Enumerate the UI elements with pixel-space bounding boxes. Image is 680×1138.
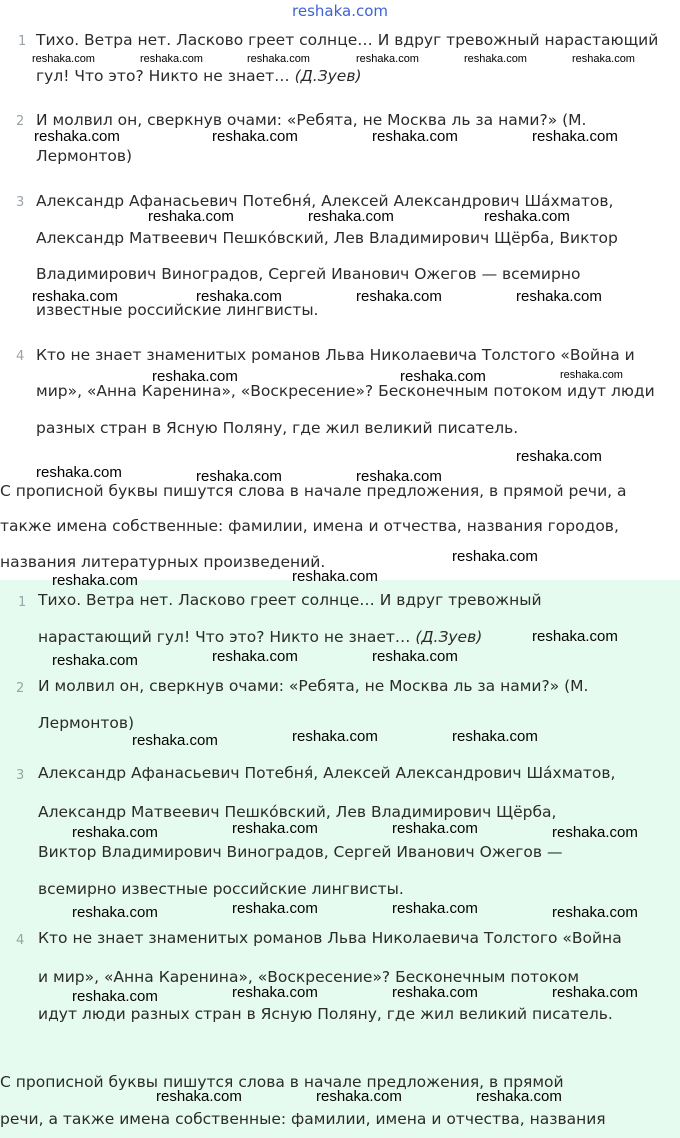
- item-line: Кто не знает знаменитых романов Льва Николаевича Толстого «Война: [38, 929, 622, 947]
- watermark: reshaka.com: [52, 652, 138, 669]
- item-line: Тихо. Ветра нет. Ласково греет солнце… И вдруг тревожный: [38, 591, 542, 609]
- watermark: reshaka.com: [392, 900, 478, 917]
- watermark: reshaka.com: [232, 984, 318, 1001]
- watermark: reshaka.com: [392, 820, 478, 837]
- watermark: reshaka.com: [572, 53, 635, 65]
- watermark: reshaka.com: [232, 900, 318, 917]
- watermark: reshaka.com: [552, 984, 638, 1001]
- watermark: reshaka.com: [392, 984, 478, 1001]
- item-number: 4: [16, 349, 25, 364]
- watermark: reshaka.com: [372, 648, 458, 665]
- watermark: reshaka.com: [316, 1088, 402, 1105]
- item-line: Тихо. Ветра нет. Ласково греет солнце… И вдруг тревожный нарастающий: [36, 31, 659, 49]
- item-number: 4: [16, 933, 25, 948]
- item-line: Александр Афанасьевич Потебня́, Алексей Александрович Ша́хматов,: [38, 764, 616, 782]
- watermark: reshaka.com: [308, 208, 394, 225]
- item-line: Александр Афанасьевич Потебня́, Алексей Александрович Ша́хматов,: [36, 192, 614, 210]
- item-line: разных стран в Ясную Поляну, где жил великий писатель.: [36, 419, 519, 437]
- watermark: reshaka.com: [212, 648, 298, 665]
- watermark: reshaka.com: [484, 208, 570, 225]
- watermark: reshaka.com: [516, 288, 602, 305]
- item-number: 3: [16, 195, 25, 210]
- watermark: reshaka.com: [140, 53, 203, 65]
- explanation-line: также имена собственные: фамилии, имена и отчества, названия городов,: [0, 517, 619, 535]
- watermark: reshaka.com: [464, 53, 527, 65]
- item-number: 2: [16, 681, 25, 696]
- watermark: reshaka.com: [32, 288, 118, 305]
- item-line: Кто не знает знаменитых романов Льва Николаевича Толстого «Война и: [36, 346, 635, 364]
- item-line: и мир», «Анна Каренина», «Воскресение»? Бесконечным потоком: [38, 968, 580, 986]
- watermark: reshaka.com: [356, 288, 442, 305]
- watermark: reshaka.com: [560, 369, 623, 381]
- item-line: Лермонтов): [38, 714, 135, 732]
- watermark: reshaka.com: [516, 448, 602, 465]
- watermark: reshaka.com: [152, 368, 238, 385]
- item-line: всемирно известные российские лингвисты.: [38, 880, 404, 898]
- watermark: reshaka.com: [72, 904, 158, 921]
- explanation-line: названия литературных произведений.: [0, 553, 326, 571]
- watermark: reshaka.com: [196, 468, 282, 485]
- watermark: reshaka.com: [532, 128, 618, 145]
- item-line: И молвил он, сверкнув очами: «Ребята, не Москва ль за нами?» (М.: [38, 677, 589, 695]
- watermark: reshaka.com: [356, 53, 419, 65]
- author-name: (Д.Зуев): [294, 67, 362, 85]
- explanation-line: С прописной буквы пишутся слова в начале предложения, в прямой речи, а: [0, 482, 627, 500]
- item-number: 1: [18, 34, 27, 49]
- watermark: reshaka.com: [552, 824, 638, 841]
- watermark: reshaka.com: [196, 288, 282, 305]
- item-line: идут люди разных стран в Ясную Поляну, где жил великий писатель.: [38, 1005, 613, 1023]
- watermark: reshaka.com: [34, 128, 120, 145]
- item-number: 1: [18, 595, 27, 610]
- item-text: нарастающий гул! Что это? Никто не знает…: [38, 628, 411, 646]
- watermark: reshaka.com: [36, 464, 122, 481]
- watermark: reshaka.com: [156, 1088, 242, 1105]
- item-line: Виктор Владимирович Виноградов, Сергей Иванович Ожегов —: [38, 843, 563, 861]
- item-line: Лермонтов): [36, 147, 133, 165]
- watermark: reshaka.com: [452, 548, 538, 565]
- watermark: reshaka.com: [452, 728, 538, 745]
- item-line: [36, 67, 362, 85]
- site-header-link[interactable]: reshaka.com: [292, 2, 388, 20]
- item-number: 3: [16, 768, 25, 783]
- watermark: reshaka.com: [212, 128, 298, 145]
- watermark: reshaka.com: [400, 368, 486, 385]
- author-name: (Д.Зуев): [415, 628, 483, 646]
- item-number: 2: [16, 114, 25, 129]
- watermark: reshaka.com: [292, 728, 378, 745]
- item-line: [38, 628, 482, 646]
- watermark: reshaka.com: [72, 988, 158, 1005]
- item-line: известные российские лингвисты.: [36, 301, 319, 319]
- watermark: reshaka.com: [247, 53, 310, 65]
- item-line: И молвил он, сверкнув очами: «Ребята, не Москва ль за нами?» (М.: [36, 111, 587, 129]
- item-text: гул! Что это? Никто не знает…: [36, 67, 290, 85]
- watermark: reshaka.com: [552, 904, 638, 921]
- watermark: reshaka.com: [476, 1088, 562, 1105]
- watermark: reshaka.com: [148, 208, 234, 225]
- item-line: Александр Матвеевич Пешко́вский, Лев Владимирович Щёрба, Виктор: [36, 229, 618, 247]
- item-line: мир», «Анна Каренина», «Воскресение»? Бесконечным потоком идут люди: [36, 382, 655, 400]
- watermark: reshaka.com: [32, 53, 95, 65]
- watermark: reshaka.com: [232, 820, 318, 837]
- watermark: reshaka.com: [292, 568, 378, 585]
- watermark: reshaka.com: [372, 128, 458, 145]
- watermark: reshaka.com: [532, 628, 618, 645]
- watermark: reshaka.com: [132, 732, 218, 749]
- explanation-line: С прописной буквы пишутся слова в начале предложения, в прямой: [0, 1073, 564, 1091]
- watermark: reshaka.com: [356, 468, 442, 485]
- item-line: Александр Матвеевич Пешко́вский, Лев Владимирович Щёрба,: [38, 803, 557, 821]
- watermark: reshaka.com: [52, 572, 138, 589]
- explanation-line: речи, а также имена собственные: фамилии, имена и отчества, названия: [0, 1110, 606, 1128]
- watermark: reshaka.com: [72, 824, 158, 841]
- item-line: Владимирович Виноградов, Сергей Иванович Ожегов — всемирно: [36, 265, 581, 283]
